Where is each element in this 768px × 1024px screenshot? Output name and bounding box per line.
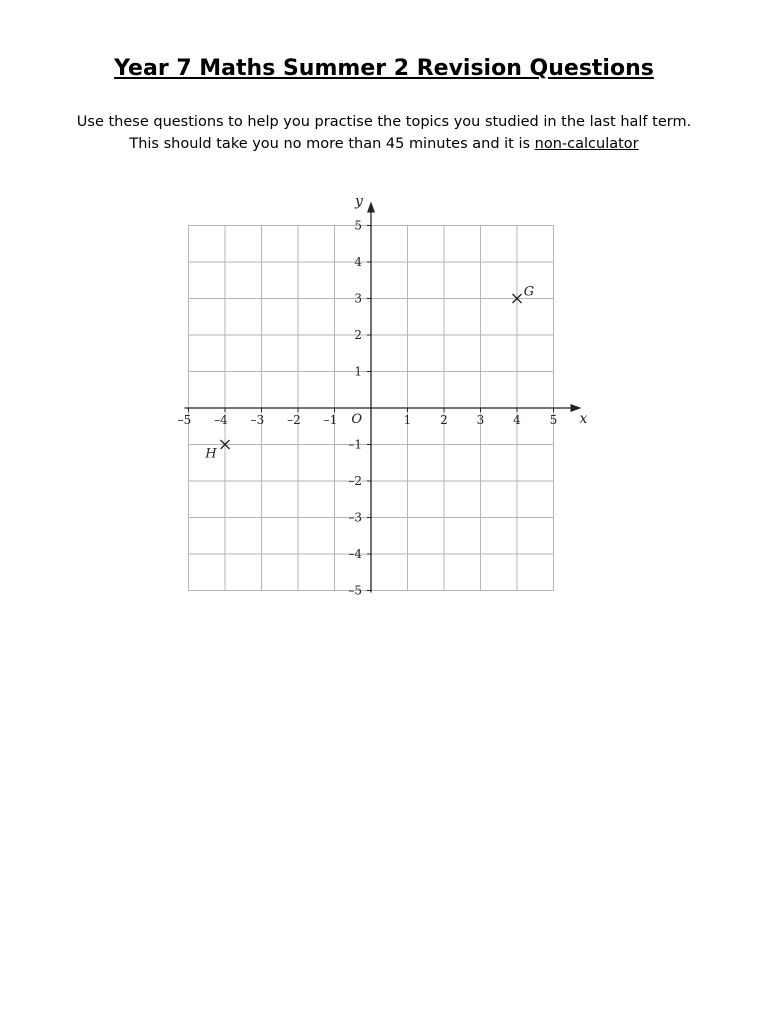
y-tick-label: 3 bbox=[354, 291, 362, 306]
y-tick-label: 2 bbox=[354, 328, 362, 342]
x-tick-label: –3 bbox=[250, 413, 265, 427]
y-tick-label: –3 bbox=[348, 510, 362, 525]
y-tick-label: –1 bbox=[348, 437, 362, 452]
y-tick-label: –5 bbox=[348, 583, 362, 598]
x-tick-label: 1 bbox=[403, 413, 412, 427]
x-tick-label: 3 bbox=[476, 413, 485, 427]
x-tick-label: 4 bbox=[513, 413, 521, 427]
intro-line-1: Use these questions to help you practise the topics you studied in the last half term. bbox=[76, 114, 692, 130]
x-tick-label: –4 bbox=[214, 413, 228, 427]
y-axis-label: y bbox=[355, 193, 363, 210]
point-g-label: G bbox=[523, 284, 535, 300]
y-tick-label: –4 bbox=[348, 547, 362, 561]
y-tick-label: 1 bbox=[354, 364, 362, 379]
origin-label: O bbox=[351, 412, 362, 427]
x-tick-label: –2 bbox=[287, 413, 301, 427]
x-axis-label: x bbox=[579, 411, 588, 427]
non-calculator-note: non-calculator bbox=[534, 136, 639, 152]
x-tick-label: –1 bbox=[323, 413, 338, 427]
y-tick-label: 5 bbox=[354, 218, 362, 233]
page-title: Year 7 Maths Summer 2 Revision Questions bbox=[114, 56, 654, 81]
x-tick-label: 5 bbox=[549, 413, 558, 427]
point-h-label: H bbox=[205, 446, 217, 462]
y-tick-label: 4 bbox=[354, 255, 362, 269]
y-axis-arrow-icon bbox=[367, 202, 375, 213]
x-tick-label: –5 bbox=[177, 413, 192, 427]
x-tick-label: 2 bbox=[440, 413, 448, 427]
intro-line-2-text: This should take you no more than 45 minutes and it is bbox=[129, 136, 535, 152]
y-tick-label: –2 bbox=[348, 474, 362, 488]
